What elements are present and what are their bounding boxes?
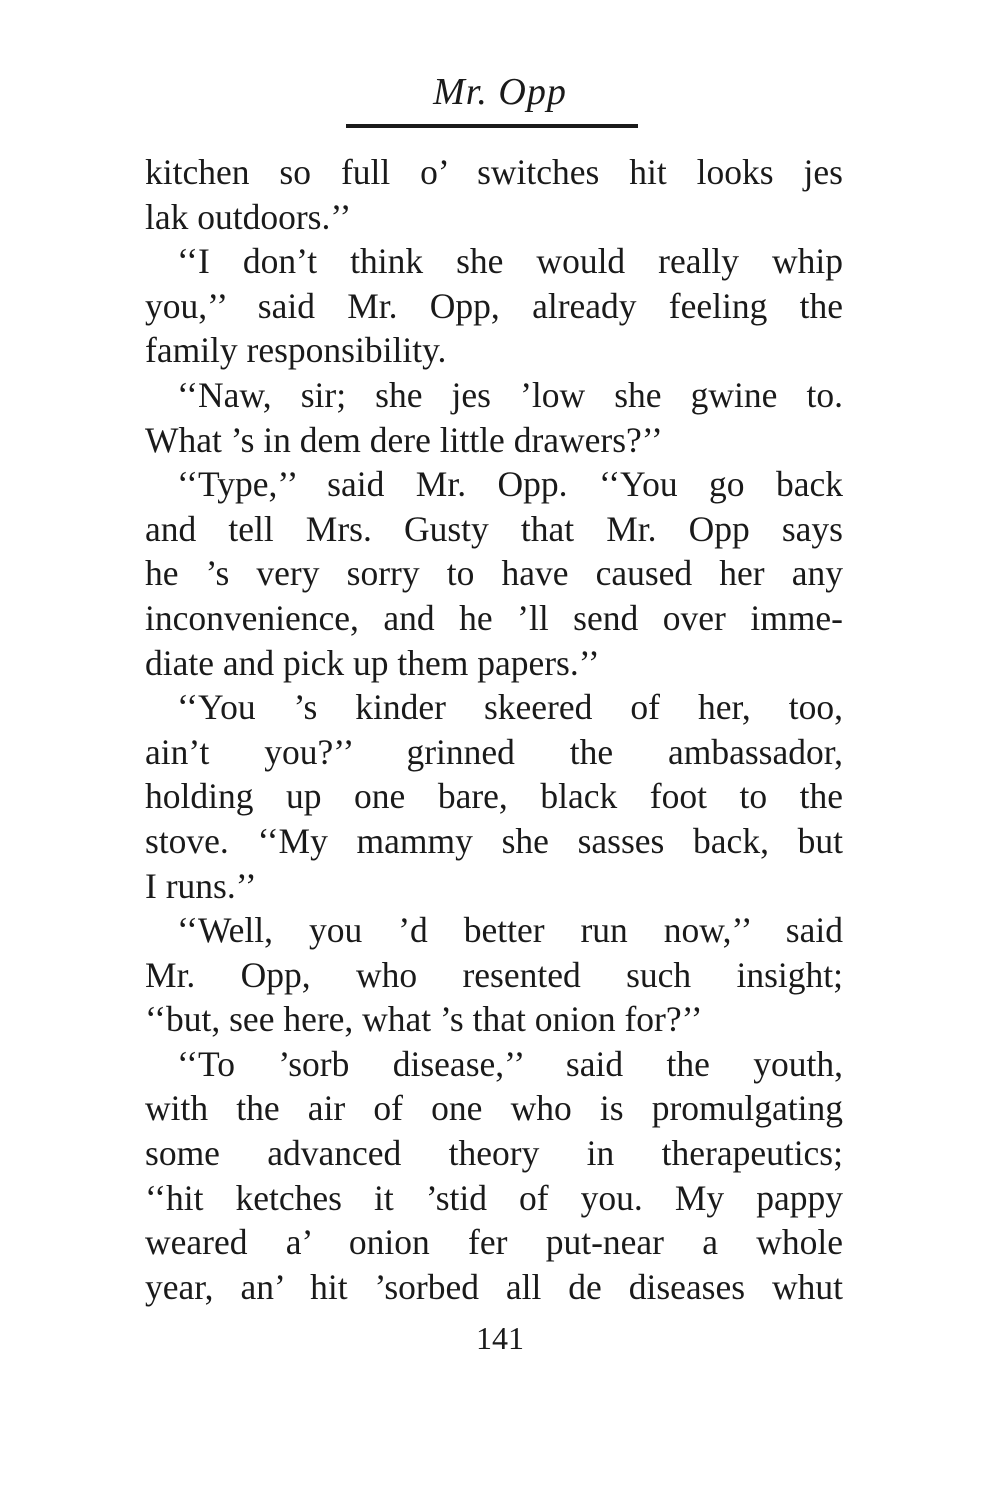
text-line: holding up one bare, black foot to the [145,776,843,817]
text-line: year, an’ hit ’sorbed all de diseases whut [145,1266,843,1307]
text-line: diate and pick up them papers.’’ [145,642,600,683]
text-line: you,’’ said Mr. Opp, already feeling the [145,285,843,326]
text-line: kitchen so full o’ switches hit looks jes [145,152,843,192]
text-line: lak outdoors.’’ [145,196,352,237]
body-text [145,150,843,1309]
text-line: and tell Mrs. Gusty that Mr. Opp says [145,508,843,549]
text-line: ‘‘I don’t think she would really whip [177,241,843,282]
text-line: some advanced theory in therapeutics; [145,1133,843,1174]
page-number: 141 [476,1320,524,1356]
text-line: he ’s very sorry to have caused her any [145,553,843,594]
text-line: ain’t you?’’ grinned the ambassador, [145,731,843,772]
text-line: ‘‘Type,’’ said Mr. Opp. ‘‘You go back [177,464,843,505]
text-line: ‘‘To ’sorb disease,’’ said the youth, [177,1043,843,1084]
text-line: ‘‘but, see here, what ’s that onion for?’’ [145,999,703,1040]
running-head: Mr. Opp [433,71,567,113]
text-line: ‘‘Naw, sir; she jes ’low she gwine to. [177,374,843,415]
text-line: family responsibility. [145,330,447,371]
text-line: inconvenience, and he ’ll send over imme- [145,597,843,638]
text-line: I runs.’’ [145,865,257,906]
text-line: stove. ‘‘My mammy she sasses back, but [145,820,843,861]
text-line: What ’s in dem dere little drawers?’’ [145,419,663,460]
text-line: Mr. Opp, who resented such insight; [145,954,843,995]
text-line: ‘‘Well, you ’d better run now,’’ said [177,910,843,951]
text-line: ‘‘You ’s kinder skeered of her, too, [177,687,843,728]
text-line: ‘‘hit ketches it ’stid of you. My pappy [145,1177,843,1218]
text-line: weared a’ onion fer put-near a whole [145,1222,843,1263]
text-line: with the air of one who is promulgating [145,1088,843,1129]
header-rule [346,124,638,128]
